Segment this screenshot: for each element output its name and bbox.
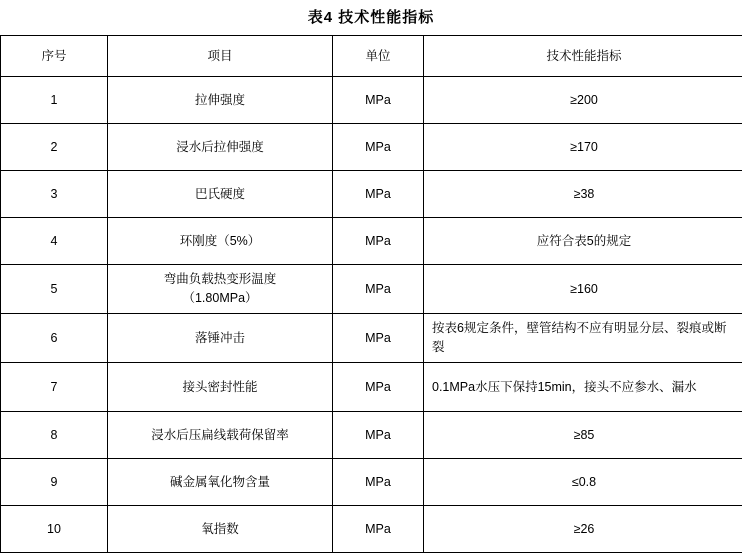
column-header-item: 项目	[108, 36, 333, 77]
table-row	[1, 459, 742, 506]
cell-unit: MPa	[333, 363, 424, 412]
cell-no: 4	[1, 218, 108, 265]
table-row	[1, 171, 742, 218]
table-row	[1, 412, 742, 459]
cell-spec: 0.1MPa水压下保持15min，接头不应参水、漏水	[424, 363, 742, 412]
cell-item: 碱金属氧化物含量	[108, 459, 333, 506]
cell-item: 氧指数	[108, 506, 333, 553]
table-header	[1, 36, 742, 77]
cell-item: 浸水后拉伸强度	[108, 124, 333, 171]
cell-spec: 应符合表5的规定	[424, 218, 742, 265]
cell-spec: ≥26	[424, 506, 742, 553]
cell-spec: ≥160	[424, 265, 742, 314]
cell-unit: MPa	[333, 218, 424, 265]
table-row	[1, 314, 742, 363]
cell-no: 9	[1, 459, 108, 506]
table-body	[1, 77, 742, 553]
cell-no: 2	[1, 124, 108, 171]
cell-unit: MPa	[333, 171, 424, 218]
cell-no: 10	[1, 506, 108, 553]
cell-unit: MPa	[333, 265, 424, 314]
column-header-spec: 技术性能指标	[424, 36, 742, 77]
table-row	[1, 77, 742, 124]
cell-no: 1	[1, 77, 108, 124]
cell-unit: MPa	[333, 314, 424, 363]
cell-spec: ≥85	[424, 412, 742, 459]
cell-item: 巴氏硬度	[108, 171, 333, 218]
cell-no: 3	[1, 171, 108, 218]
column-header-no: 序号	[1, 36, 108, 77]
cell-unit: MPa	[333, 412, 424, 459]
cell-item: 落锤冲击	[108, 314, 333, 363]
cell-spec: ≥200	[424, 77, 742, 124]
cell-item: 弯曲负载热变形温度 （1.80MPa）	[108, 265, 333, 314]
column-header-unit: 单位	[333, 36, 424, 77]
cell-spec: ≥170	[424, 124, 742, 171]
technical-spec-table	[0, 35, 742, 553]
cell-item: 接头密封性能	[108, 363, 333, 412]
cell-no: 5	[1, 265, 108, 314]
table-header-row	[1, 36, 742, 77]
table-row	[1, 218, 742, 265]
page-title: 表4 技术性能指标	[0, 0, 742, 35]
table-row	[1, 363, 742, 412]
table-row	[1, 506, 742, 553]
cell-item: 拉伸强度	[108, 77, 333, 124]
cell-item: 浸水后压扁线载荷保留率	[108, 412, 333, 459]
cell-item: 环刚度（5%）	[108, 218, 333, 265]
cell-no: 7	[1, 363, 108, 412]
table-row	[1, 265, 742, 314]
cell-unit: MPa	[333, 506, 424, 553]
cell-unit: MPa	[333, 77, 424, 124]
cell-spec: ≥38	[424, 171, 742, 218]
cell-spec: ≤0.8	[424, 459, 742, 506]
cell-no: 6	[1, 314, 108, 363]
cell-spec: 按表6规定条件，壁管结构不应有明显分层、裂痕或断裂	[424, 314, 742, 363]
table-row	[1, 124, 742, 171]
cell-unit: MPa	[333, 124, 424, 171]
cell-no: 8	[1, 412, 108, 459]
cell-unit: MPa	[333, 459, 424, 506]
